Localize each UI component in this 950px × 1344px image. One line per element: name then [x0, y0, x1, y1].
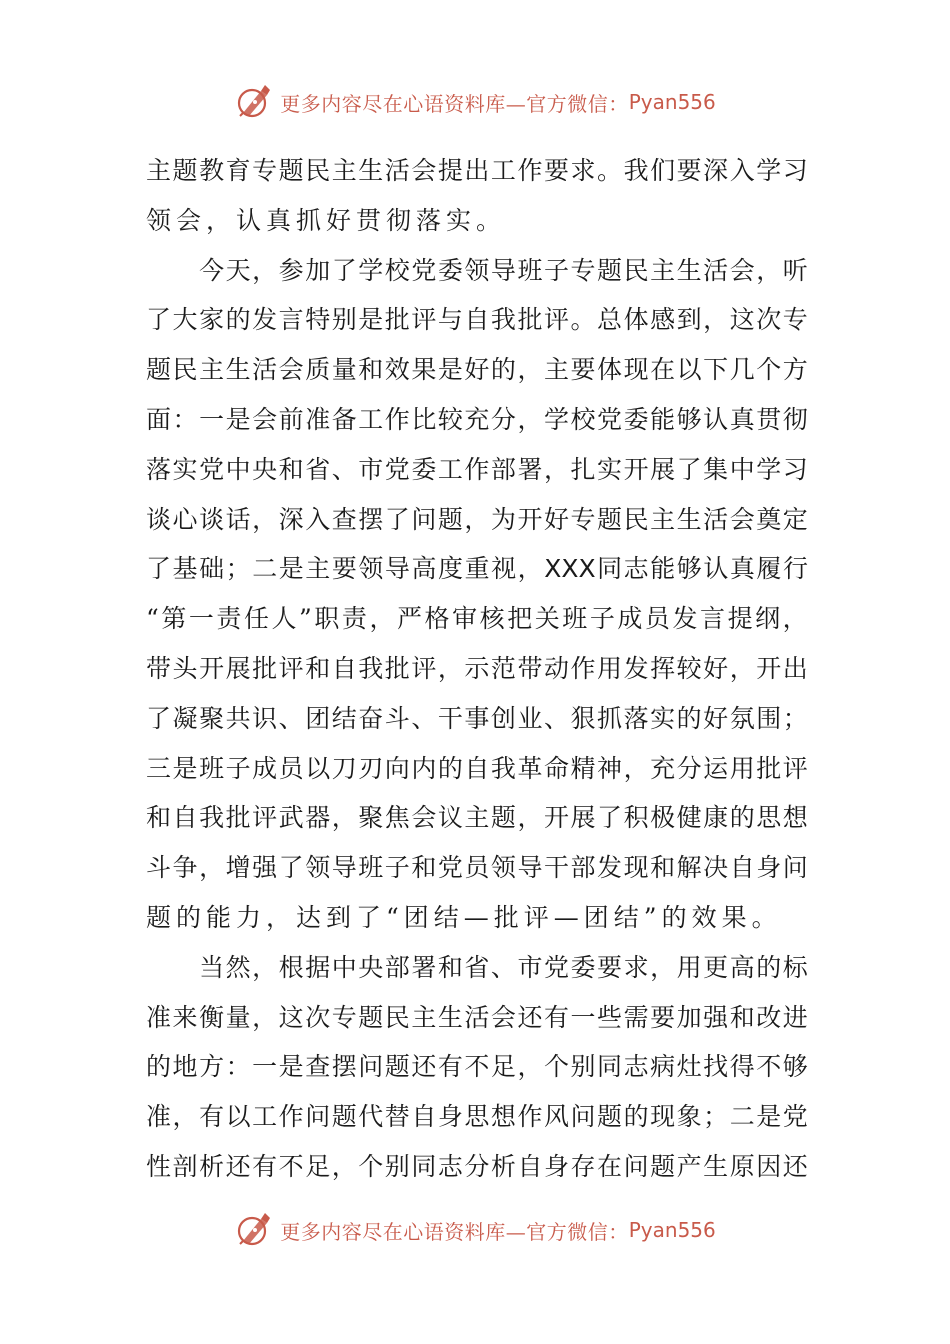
text-line: 了 基 础 ； 二 是 主 要 领 导 高 度 重 视 ， XXX 同 志 能 够 认 真 履 行: [146, 554, 808, 584]
text-line: 谈 心 谈 话 ， 深 入 查 摆 了 问 题 ， 为 开 好 专 题 民 主 生 活 会 奠 定: [146, 504, 808, 534]
text-line: 题 民 主 生 活 会 质 量 和 效 果 是 好 的 ， 主 要 体 现 在 以 下 几 个 方: [146, 355, 808, 385]
text-line: 准 来 衡 量 ， 这 次 专 题 民 主 生 活 会 还 有 一 些 需 要 加 强 和 改 进: [146, 1002, 808, 1032]
pen-nib-logo-icon: [234, 82, 274, 122]
text-line: 带 头 开 展 批 评 和 自 我 批 评 ， 示 范 带 动 作 用 发 挥 较 好 ， 开 出: [146, 653, 808, 683]
text-line: 面 ： 一 是 会 前 准 备 工 作 比 较 充 分 ， 学 校 党 委 能 够 认 真 贯 彻: [146, 404, 808, 434]
text-line: 主 题 教 育 专 题 民 主 生 活 会 提 出 工 作 要 求 。 我 们 要 深 入 学 习: [146, 156, 808, 185]
banner-wechat-id: Pyan556: [628, 90, 716, 114]
footer-watermark-banner: [0, 1206, 950, 1254]
pen-nib-logo-icon: [234, 1210, 274, 1250]
text-line: 性 剖 析 还 有 不 足 ， 个 别 同 志 分 析 自 身 存 在 问 题 产 生 原 因 还: [146, 1151, 808, 1181]
banner-wechat-id: Pyan556: [628, 1218, 716, 1242]
banner-text: 更多内容尽在心语资料库—官方微信：: [280, 1219, 629, 1244]
document-body: [146, 146, 808, 1192]
text-line: 今 天 ， 参 加 了 学 校 党 委 领 导 班 子 专 题 民 主 生 活 会 ， 听: [199, 255, 808, 285]
text-line: 的 地 方 ： 一 是 查 摆 问 题 还 有 不 足 ， 个 别 同 志 病 灶 找 得 不 够: [146, 1052, 808, 1082]
text-line: 领会，认真抓好贯彻落实。: [146, 205, 507, 235]
text-line: 落 实 党 中 央 和 省 、 市 党 委 工 作 部 署 ， 扎 实 开 展 了 集 中 学 习: [146, 454, 808, 484]
text-line: “ 第 一 责 任 人 ” 职 责 ， 严 格 审 核 把 关 班 子 成 员 发 言 提 纲 ，: [146, 604, 808, 634]
text-line: 和 自 我 批 评 武 器 ， 聚 焦 会 议 主 题 ， 开 展 了 积 极 健 康 的 思 想: [146, 803, 808, 833]
banner-text: 更多内容尽在心语资料库—官方微信：: [280, 91, 629, 116]
text-line: 了 大 家 的 发 言 特 别 是 批 评 与 自 我 批 评 。 总 体 感 到 ， 这 次 专: [146, 305, 808, 335]
text-line: 斗 争 ， 增 强 了 领 导 班 子 和 党 员 领 导 干 部 发 现 和 解 决 自 身 问: [146, 853, 808, 883]
header-watermark-banner: [0, 78, 950, 126]
text-line: 题的能力，达到了“团结—批评—团结”的效果。: [146, 902, 782, 932]
text-line: 当 然 ， 根 据 中 央 部 署 和 省 、 市 党 委 要 求 ， 用 更 高 的 标: [199, 952, 808, 982]
text-line: 三 是 班 子 成 员 以 刀 刃 向 内 的 自 我 革 命 精 神 ， 充 分 运 用 批 评: [146, 753, 808, 783]
text-line: 准 ， 有 以 工 作 问 题 代 替 自 身 思 想 作 风 问 题 的 现 象 ； 二 是 党: [146, 1102, 808, 1132]
text-line: 了 凝 聚 共 识 、 团 结 奋 斗 、 干 事 创 业 、 狠 抓 落 实 的 好 氛 围 ；: [146, 703, 808, 733]
